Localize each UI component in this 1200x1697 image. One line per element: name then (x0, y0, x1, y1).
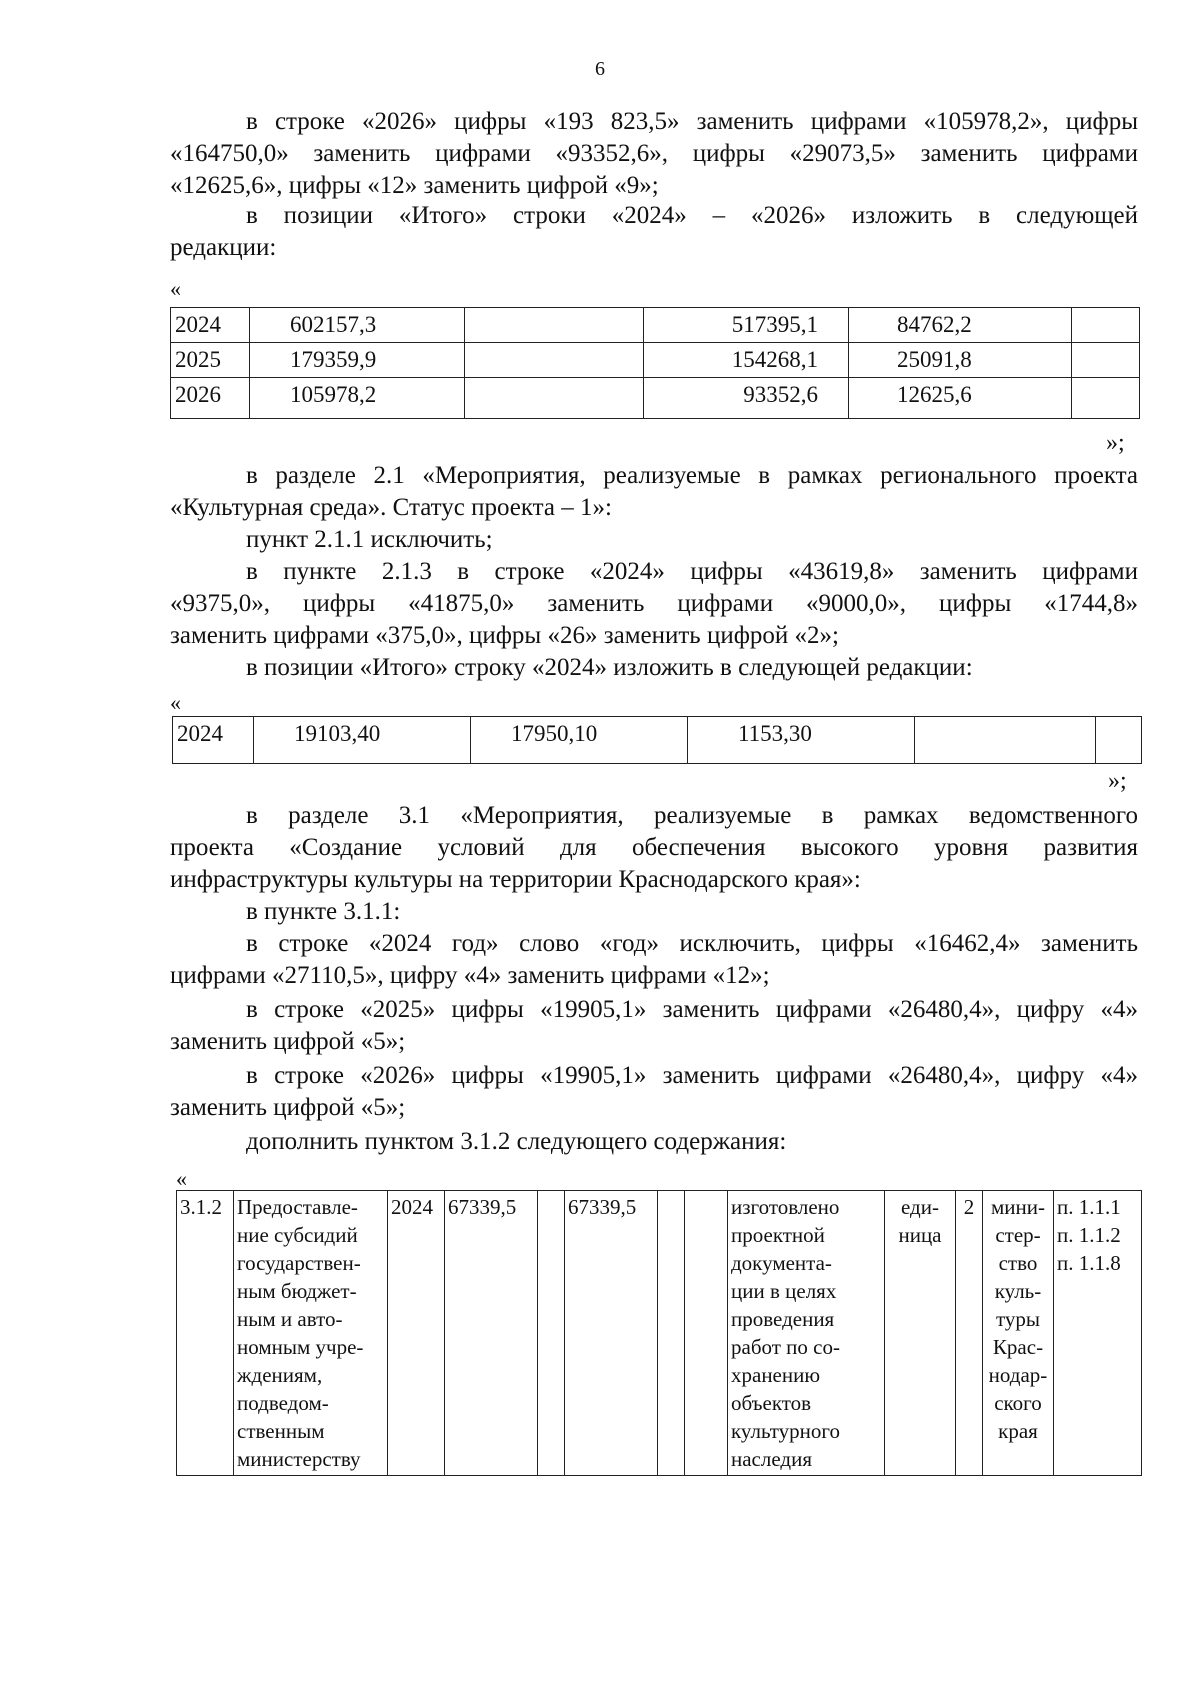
text-line: ным бюджет- (237, 1279, 357, 1303)
table-cell (465, 343, 644, 378)
item-regional: 67339,5 (565, 1191, 658, 1476)
paragraph-2025-row (170, 994, 1138, 1058)
text-line: п. 1.1.1 (1057, 1195, 1121, 1219)
text-line: в строке «2025» цифры «19905,1» заменить цифрами «26480,4», цифру «4» (246, 996, 1138, 1023)
text-line: «Культурная среда». Статус проекта – 1»: (170, 494, 612, 521)
text-line: документа- (731, 1251, 832, 1275)
table-cell: 2026 (171, 378, 250, 419)
text-line: культурного (731, 1419, 840, 1443)
paragraph-add-3-1-2 (170, 1126, 1138, 1158)
text-line: ство (998, 1251, 1038, 1275)
item-value: 2 (956, 1191, 983, 1476)
table-cell: 2024 (173, 717, 254, 764)
table-cell (1072, 308, 1140, 343)
text-line: проекта «Создание условий для обеспечения высокого уровня развития (170, 834, 1138, 861)
paragraph-2024-row (170, 928, 1138, 992)
text-line: в строке «2026» цифры «193 823,5» заменить цифрами «105978,2», цифры (246, 108, 1138, 135)
text-line: «9375,0», цифры «41875,0» заменить цифрами «9000,0», цифры «1744,8» (170, 590, 1138, 617)
table-cell (538, 1191, 565, 1476)
paragraph-2-1-1-exclude (170, 524, 1138, 556)
paragraph-3-1-1 (170, 896, 1138, 928)
table-cell: 105978,2 (250, 378, 465, 419)
table-cell: 17950,10 (471, 717, 688, 764)
text-line: в позиции «Итого» строку «2024» изложить в следующей редакции: (246, 654, 973, 681)
quote-open: « (170, 276, 181, 301)
table-cell: 517395,1 (644, 308, 849, 343)
text-line: редакции: (170, 234, 277, 261)
text-line: мини- (991, 1195, 1045, 1219)
text-line: в разделе 3.1 «Мероприятия, реализуемые в рамках ведомственного (246, 802, 1138, 829)
text-line: цифрами «27110,5», цифру «4» заменить цифрами «12»; (170, 962, 770, 989)
table-cell: 1153,30 (688, 717, 915, 764)
table-cell (1072, 378, 1140, 419)
text-line: в разделе 2.1 «Мероприятия, реализуемые в рамках регионального проекта (246, 462, 1138, 489)
text-line: заменить цифрой «5»; (170, 1028, 406, 1055)
text-line: объектов (731, 1391, 812, 1415)
table-cell: 84762,2 (849, 308, 1072, 343)
text-line: хранению (731, 1363, 821, 1387)
item-number: 3.1.2 (177, 1191, 234, 1476)
quote-close: »; (1106, 430, 1125, 456)
text-line: заменить цифрой «5»; (170, 1094, 406, 1121)
text-line: куль- (994, 1279, 1042, 1303)
text-line: ского (994, 1391, 1042, 1415)
text-line: ции в целях (731, 1279, 837, 1303)
text-line: проведения (731, 1307, 835, 1331)
item-name (234, 1191, 388, 1476)
text-line: в строке «2024 год» слово «год» исключить, цифры «16462,4» заменить (246, 930, 1138, 957)
text-line: нодар- (988, 1363, 1048, 1387)
text-line: дополнить пунктом 3.1.2 следующего содержания: (246, 1128, 787, 1155)
text-line: ница (898, 1223, 942, 1247)
text-line: края (998, 1419, 1038, 1443)
text-line: заменить цифрами «375,0», цифры «26» заменить цифрой «2»; (170, 622, 839, 649)
paragraph-2026-row (170, 1060, 1138, 1124)
table-cell: 179359,9 (250, 343, 465, 378)
table-cell (658, 1191, 685, 1476)
table-cell (1096, 717, 1142, 764)
table-cell (915, 717, 1096, 764)
text-line: ждениям, (237, 1363, 323, 1387)
table-row (171, 343, 1140, 378)
table-cell (465, 308, 644, 343)
text-line: в пункте 2.1.3 в строке «2024» цифры «43619,8» заменить цифрами (246, 558, 1138, 585)
text-line: инфраструктуры культуры на территории Краснодарского края»: (170, 866, 861, 893)
text-line: «12625,6», цифры «12» заменить цифрой «9»; (170, 172, 659, 199)
text-line: в пункте 3.1.1: (246, 898, 401, 925)
paragraph-section-2-1 (170, 460, 1138, 524)
table-cell (685, 1191, 728, 1476)
itogo-table-2024 (172, 716, 1142, 764)
text-line: в строке «2026» цифры «19905,1» заменить цифрами «26480,4», цифру «4» (246, 1062, 1138, 1089)
table-row (171, 308, 1140, 343)
text-line: наследия (731, 1447, 812, 1471)
table-cell: 19103,40 (254, 717, 471, 764)
text-line: еди- (901, 1195, 939, 1219)
text-line: номным учре- (237, 1335, 364, 1359)
text-line: государствен- (237, 1251, 361, 1275)
text-line: туры (995, 1307, 1040, 1331)
text-line: стер- (995, 1223, 1041, 1247)
quote-open: « (170, 690, 181, 715)
table-cell: 2024 (171, 308, 250, 343)
table-cell: 602157,3 (250, 308, 465, 343)
item-unit (885, 1191, 956, 1476)
text-line: п. 1.1.8 (1057, 1251, 1121, 1275)
page-number: 6 (595, 58, 605, 80)
quote-open: « (176, 1166, 187, 1191)
text-line: пункт 2.1.1 исключить; (246, 526, 493, 553)
text-line: ние субсидий (237, 1223, 358, 1247)
item-total: 67339,5 (445, 1191, 538, 1476)
table-cell: 154268,1 (644, 343, 849, 378)
text-line: подведом- (237, 1391, 329, 1415)
item-result (728, 1191, 885, 1476)
table-cell (465, 378, 644, 419)
table-cell: 25091,8 (849, 343, 1072, 378)
table-row (177, 1191, 1142, 1476)
text-line: изготовлено (731, 1195, 840, 1219)
paragraph-2-1-3 (170, 556, 1138, 652)
table-row (171, 378, 1140, 419)
text-line: п. 1.1.2 (1057, 1223, 1121, 1247)
item-3-1-2-table (176, 1190, 1142, 1476)
item-year: 2024 (388, 1191, 445, 1476)
item-executor (983, 1191, 1054, 1476)
table-cell: 12625,6 (849, 378, 1072, 419)
table-cell (1072, 343, 1140, 378)
paragraph-2026-replacement (170, 106, 1138, 202)
text-line: ным и авто- (237, 1307, 343, 1331)
text-line: Крас- (992, 1335, 1044, 1359)
item-references (1054, 1191, 1142, 1476)
paragraph-section-3-1 (170, 800, 1138, 896)
text-line: работ по со- (731, 1335, 840, 1359)
table-cell: 93352,6 (644, 378, 849, 419)
table-row (173, 717, 1142, 764)
text-line: ственным (237, 1419, 325, 1443)
text-line: министерству (237, 1447, 361, 1471)
itogo-table-2024-2026 (170, 307, 1140, 419)
text-line: проектной (731, 1223, 825, 1247)
text-line: «164750,0» заменить цифрами «93352,6», цифры «29073,5» заменить цифрами (170, 140, 1138, 167)
text-line: в позиции «Итого» строки «2024» – «2026» изложить в следующей (246, 202, 1138, 229)
table-cell: 2025 (171, 343, 250, 378)
text-line: Предоставле- (237, 1195, 358, 1219)
quote-close: »; (1108, 768, 1127, 794)
paragraph-itogo-2024 (170, 652, 1138, 684)
paragraph-itogo-2024-2026 (170, 200, 1138, 264)
